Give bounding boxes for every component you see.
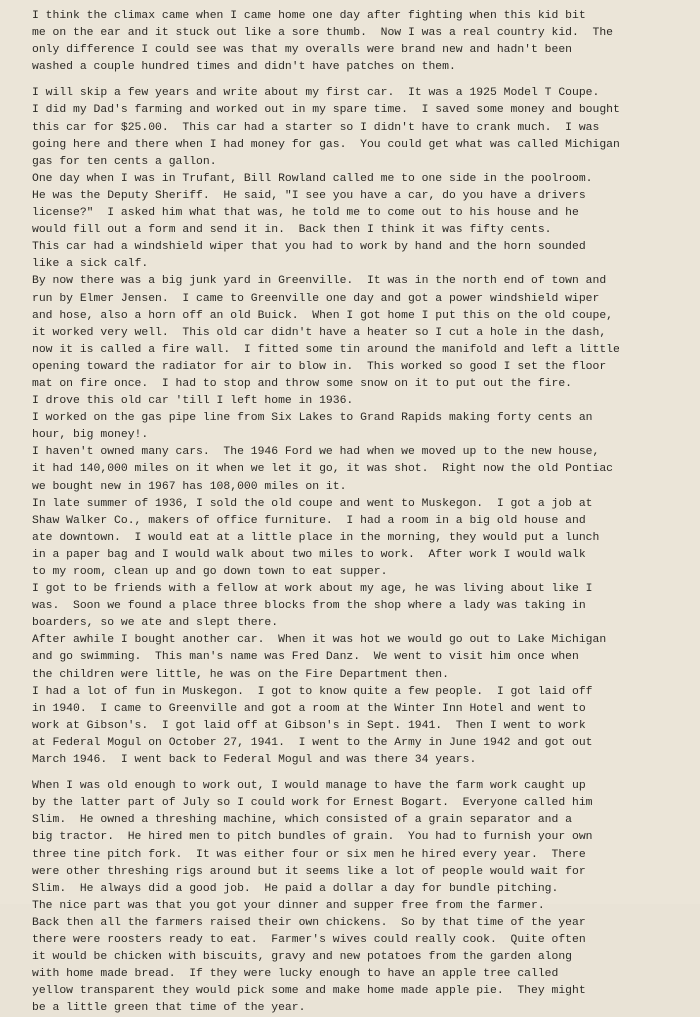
- text-line: me on the ear and it stuck out like a sore thumb. Now I was a real country kid. The: [32, 27, 614, 40]
- text-line: at Federal Mogul on October 27, 1941. I went to the Army in June 1942 and got out: [32, 736, 593, 749]
- text-line: were other threshing rigs around but it seems like a lot of people would wait for: [32, 865, 586, 878]
- text-line: March 1946. I went back to Federal Mogul and was there 34 years.: [32, 754, 477, 767]
- text-line: now it is called a fire wall. I fitted some tin around the manifold and left a little: [32, 343, 620, 356]
- text-line: By now there was a big junk yard in Greenville. It was in the north end of town and: [32, 275, 607, 288]
- text-line: gas for ten cents a gallon.: [32, 155, 217, 168]
- text-line: it had 140,000 miles on it when we let it go, it was shot. Right now the old Pontiac: [32, 463, 614, 476]
- text-line: This car had a windshield wiper that you had to work by hand and the horn sounded: [32, 241, 586, 254]
- text-line: run by Elmer Jensen. I came to Greenville one day and got a power windshield wiper: [32, 292, 600, 305]
- text-line: I haven't owned many cars. The 1946 Ford we had when we moved up to the new house,: [32, 446, 600, 459]
- text-line: big tractor. He hired men to pitch bundles of grain. You had to furnish your own: [32, 831, 593, 844]
- text-line: by the latter part of July so I could work for Ernest Bogart. Everyone called him: [32, 797, 593, 810]
- text-line: be a little green that time of the year.: [32, 1002, 306, 1015]
- text-line: and go swimming. This man's name was Fred Danz. We went to visit him once when: [32, 651, 579, 664]
- text-line: Back then all the farmers raised their own chickens. So by that time of the year: [32, 916, 586, 929]
- text-line: I think the climax came when I came home one day after fighting when this kid bit: [32, 10, 586, 22]
- text-line: Slim. He owned a threshing machine, which consisted of a grain separator and a: [32, 814, 573, 827]
- text-line: and hose, also a horn off an old Buick. When I got home I put this on the old coupe,: [32, 309, 614, 322]
- text-line: this car for $25.00. This car had a starter so I didn't have to crank much. I was: [32, 121, 600, 134]
- paragraph: [32, 8, 686, 76]
- text-line: I drove this old car 'till I left home in 1936.: [32, 395, 354, 408]
- text-line: I will skip a few years and write about my first car. It was a 1925 Model T Coupe.: [32, 87, 600, 100]
- text-line: like a sick calf.: [32, 258, 149, 271]
- text-line: going here and there when I had money for gas. You could get what was called Michigan: [32, 138, 620, 151]
- text-line: it worked very well. This old car didn't have a heater so I cut a hole in the dash,: [32, 326, 607, 339]
- text-line: to my room, clean up and go down town to eat supper.: [32, 566, 388, 578]
- text-line: One day when I was in Trufant, Bill Rowland called me to one side in the poolroom.: [32, 172, 593, 185]
- text-line: only difference I could see was that my overalls were brand new and hadn't been: [32, 44, 573, 57]
- text-line: When I was old enough to work out, I would manage to have the farm work caught up: [32, 780, 586, 793]
- text-line: mat on fire once. I had to stop and throw some snow on it to put out the fire.: [32, 377, 573, 390]
- text-line: in 1940. I came to Greenville and got a room at the Winter Inn Hotel and went to: [32, 702, 586, 715]
- text-line: would fill out a form and send it in. Back then I think it was fifty cents.: [32, 224, 552, 237]
- text-line: three tine pitch fork. It was either four or six men he hired every year. There: [32, 848, 586, 861]
- text-line: with home made bread. If they were lucky enough to have an apple tree called: [32, 968, 559, 981]
- text-line: In late summer of 1936, I sold the old coupe and went to Muskegon. I got a job at: [32, 497, 593, 510]
- text-line: hour, big money!.: [32, 429, 149, 442]
- text-line: there were roosters ready to eat. Farmer's wives could really cook. Quite often: [32, 933, 586, 946]
- text-line: Shaw Walker Co., makers of office furniture. I had a room in a big old house and: [32, 514, 586, 527]
- text-line: I did my Dad's farming and worked out in my spare time. I saved some money and bought: [32, 104, 620, 117]
- text-line: ate downtown. I would eat at a little place in the morning, they would put a lunch: [32, 531, 600, 544]
- text-line: After awhile I bought another car. When it was hot we would go out to Lake Michigan: [32, 634, 607, 647]
- text-line: Slim. He always did a good job. He paid a dollar a day for bundle pitching.: [32, 882, 559, 895]
- text-line: boarders, so we ate and slept there.: [32, 617, 279, 630]
- page-body: [32, 8, 686, 1017]
- text-line: work at Gibson's. I got laid off at Gibson's in Sept. 1941. Then I went to work: [32, 719, 586, 732]
- text-line: license?" I asked him what that was, he told me to come out to his house and he: [32, 207, 579, 220]
- text-line: we bought new in 1967 has 108,000 miles on it.: [32, 480, 347, 493]
- text-line: was. Soon we found a place three blocks from the shop where a lady was taking in: [32, 600, 586, 613]
- text-line: opening toward the radiator for air to blow in. This worked so good I set the floor: [32, 360, 607, 373]
- paragraph: [32, 85, 686, 769]
- text-line: I got to be friends with a fellow at work about my age, he was living about like I: [32, 583, 593, 596]
- text-line: I had a lot of fun in Muskegon. I got to know quite a few people. I got laid off: [32, 685, 593, 698]
- paragraph: [32, 778, 686, 1017]
- text-line: I worked on the gas pipe line from Six Lakes to Grand Rapids making forty cents an: [32, 412, 593, 425]
- text-line: yellow transparent they would pick some and make home made apple pie. They might: [32, 985, 586, 998]
- text-line: He was the Deputy Sheriff. He said, "I see you have a car, do you have a drivers: [32, 189, 586, 202]
- text-line: washed a couple hundred times and didn't have patches on them.: [32, 61, 456, 74]
- text-line: it would be chicken with biscuits, gravy and new potatoes from the garden along: [32, 951, 573, 964]
- text-line: in a paper bag and I would walk about two miles to work. After work I would walk: [32, 548, 586, 561]
- text-line: the children were little, he was on the Fire Department then.: [32, 668, 449, 681]
- text-line: The nice part was that you got your dinner and supper free from the farmer.: [32, 899, 545, 912]
